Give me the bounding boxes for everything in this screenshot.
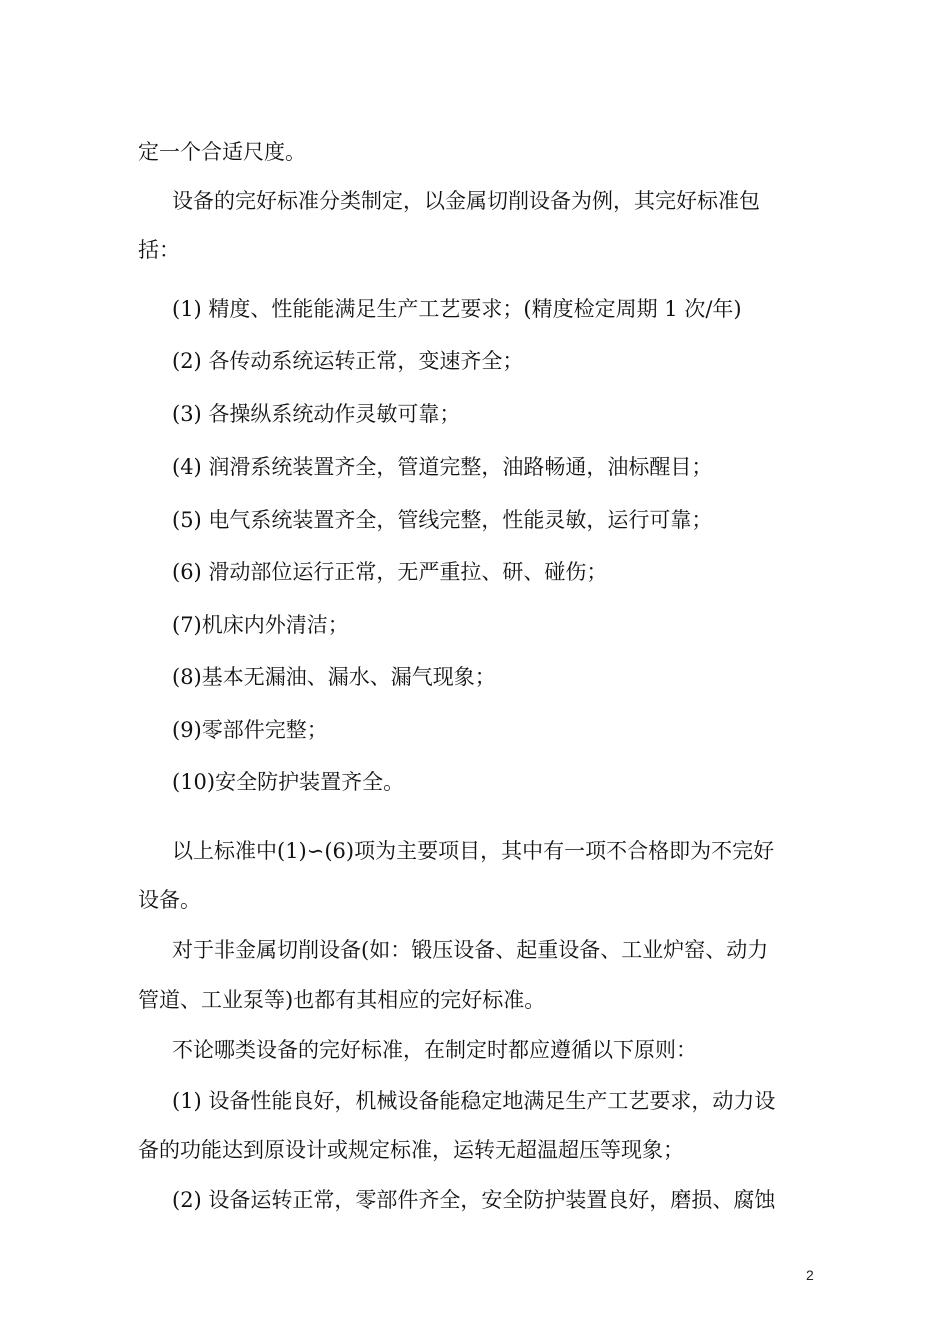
list-item: (5) 电气系统装置齐全，管线完整，性能灵敏，运行可靠； — [172, 508, 713, 532]
text-line: 备的功能达到原设计或规定标准，运转无超温超压等现象； — [138, 1138, 684, 1162]
text-line: 设备。 — [138, 888, 201, 912]
text-line: (1) 设备性能良好，机械设备能稳定地满足生产工艺要求，动力设 — [172, 1089, 776, 1113]
list-item: (6) 滑动部位运行正常，无严重拉、研、碰伤； — [172, 560, 608, 584]
list-item: (2) 各传动系统运转正常，变速齐全； — [172, 349, 524, 373]
list-item: (1) 精度、性能能满足生产工艺要求；(精度检定周期 1 次/年) — [172, 297, 742, 321]
page-number: 2 — [806, 1267, 814, 1283]
text-line: 管道、工业泵等)也都有其相应的完好标准。 — [138, 988, 546, 1012]
list-item: (4) 润滑系统装置齐全，管道完整，油路畅通，油标醒目； — [172, 455, 713, 479]
text-line: 定一个合适尺度。 — [138, 140, 306, 164]
text-line: 对于非金属切削设备(如：锻压设备、起重设备、工业炉窑、动力 — [172, 938, 769, 962]
text-line: 不论哪类设备的完好标准，在制定时都应遵循以下原则： — [172, 1038, 697, 1062]
list-item: (9)零部件完整； — [172, 718, 328, 742]
text-line: 括： — [138, 238, 180, 262]
list-item: (10)安全防护装置齐全。 — [172, 770, 405, 794]
text-line: 以上标准中(1)∽(6)项为主要项目，其中有一项不合格即为不完好 — [172, 839, 775, 863]
text-line: 设备的完好标准分类制定，以金属切削设备为例，其完好标准包 — [172, 189, 760, 213]
text-line: (2) 设备运转正常，零部件齐全，安全防护装置良好，磨损、腐蚀 — [172, 1188, 776, 1212]
list-item: (8)基本无漏油、漏水、漏气现象； — [172, 665, 496, 689]
list-item: (7)机床内外清洁； — [172, 613, 349, 637]
list-item: (3) 各操纵系统动作灵敏可靠； — [172, 402, 461, 426]
